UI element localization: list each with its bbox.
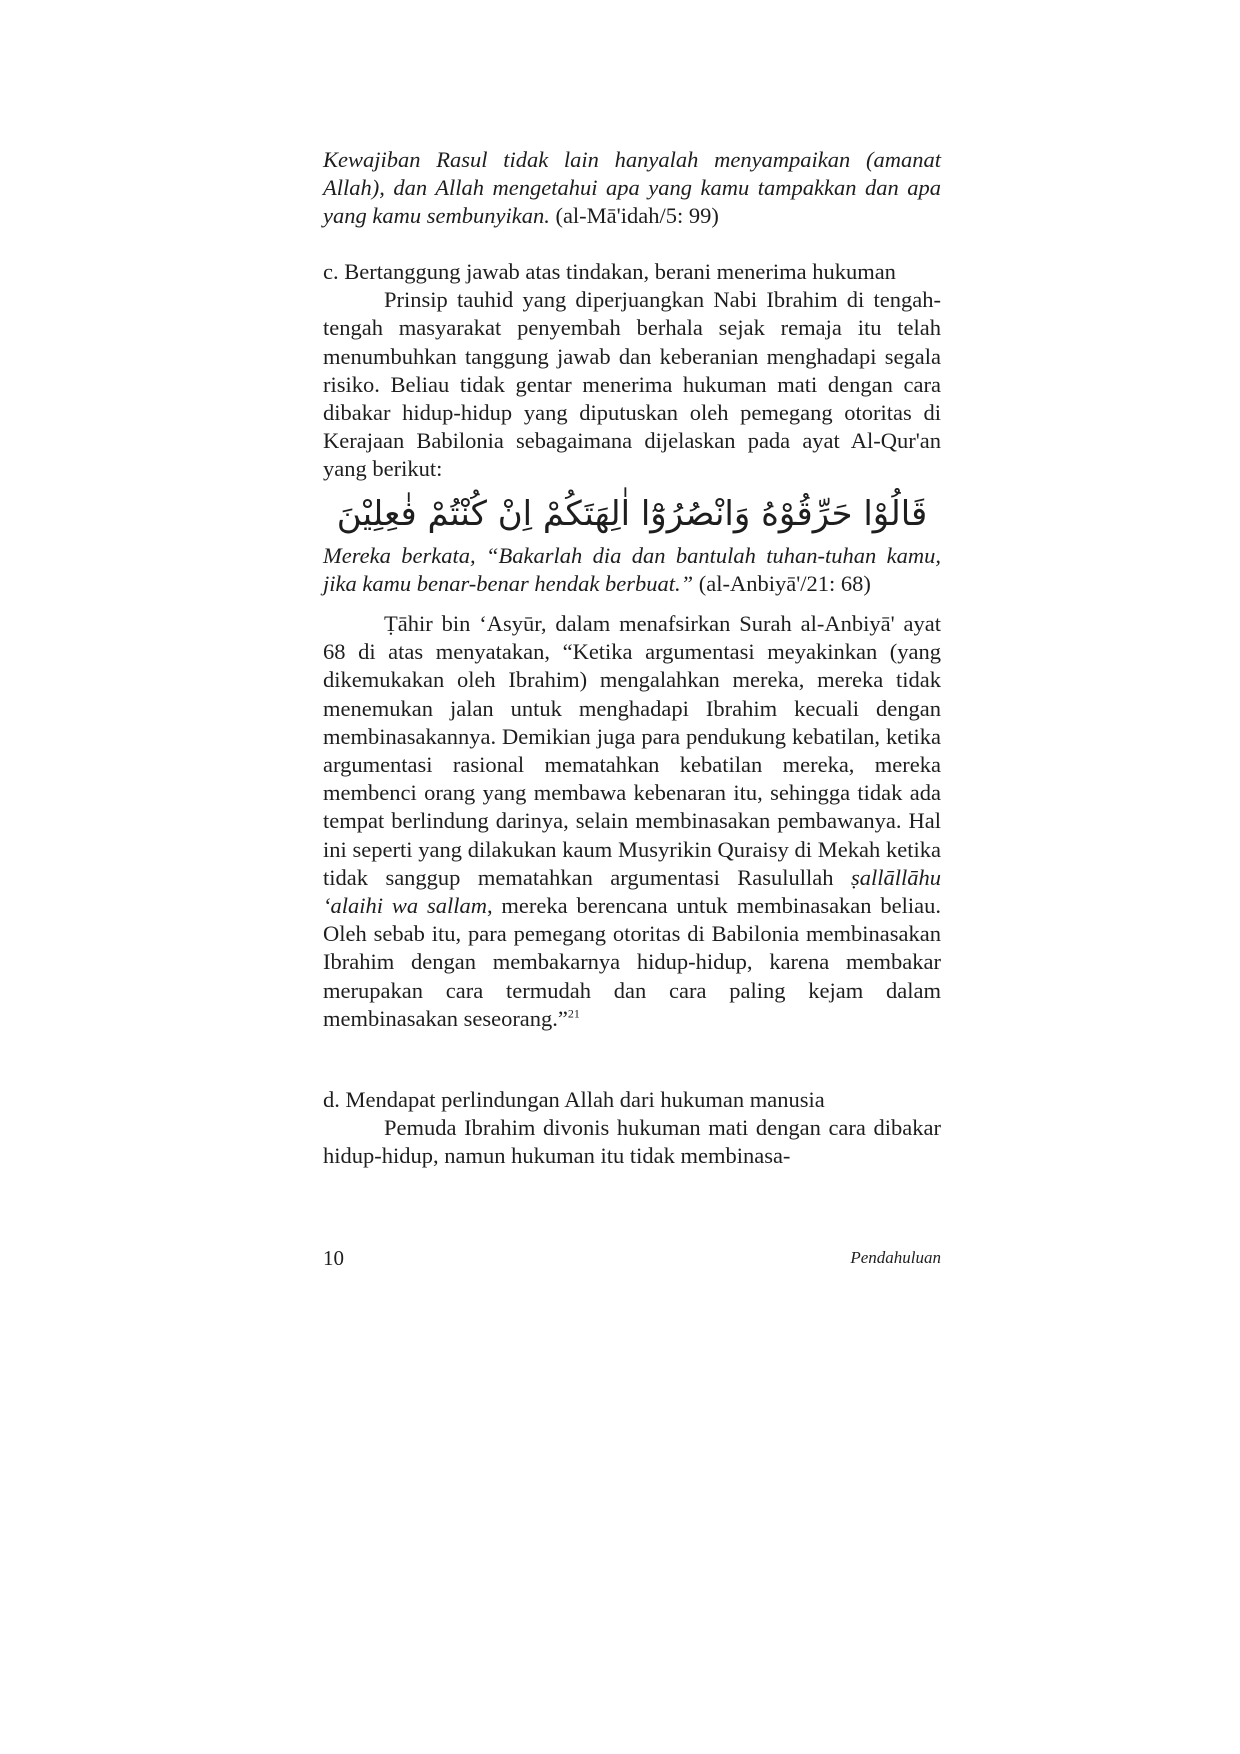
quote-translation: Mereka berkata, “Bakarlah dia dan bantulah tuhan-tuhan kamu, jika kamu benar-benar hendak berbuat.” bbox=[323, 543, 941, 597]
honorific: ṣallāllāhu ‘alaihi wa sallam bbox=[323, 864, 941, 919]
arabic-verse: قَالُوْا حَرِّقُوْهُ وَانْصُرُوْٓا اٰلِهَتَكُمْ اِنْ كُنْتُمْ فٰعِلِيْنَ bbox=[336, 494, 928, 534]
quote-reference: (al-Anbiyā'/21: 68) bbox=[698, 571, 871, 597]
section-d bbox=[323, 1086, 941, 1171]
quote-al-maidah bbox=[323, 146, 941, 231]
quote-translation: Kewajiban Rasul tidak lain hanyalah menyampaikan (amanat Allah), dan Allah mengetahui apa yang kamu tampakkan dan apa yang kamu sembunyikan. bbox=[323, 147, 941, 229]
page-number: 10 bbox=[323, 1246, 344, 1270]
tafsir-paragraph bbox=[323, 610, 941, 1033]
section-c-paragraph: Prinsip tauhid yang diperjuangkan Nabi Ibrahim di tengah-tengah masyarakat penyembah berhala sejak remaja itu telah menumbuhkan tanggung jawab dan keberanian menghadapi segala risiko. Beliau tidak gentar menerima hukuman mati dengan cara dibakar hidup-hidup yang diputuskan oleh pemegang otoritas di Kerajaan Babilonia sebagaimana dijelaskan pada ayat Al-Qur'an yang berikut: bbox=[323, 287, 941, 482]
section-c-heading: c. Bertanggung jawab atas tindakan, berani menerima hukuman bbox=[323, 259, 896, 284]
tafsir-text: Ṭāhir bin ‘Asyūr, dalam menafsirkan Surah al-Anbiyā' ayat 68 di atas menyatakan, “Ketika argumentasi meyakinkan (yang dikemukakan oleh Ibrahim) mengalahkan mereka, mereka tidak menemukan jalan untuk menghadapi Ibrahim kecuali dengan membinasakannya. Demikian juga para pendukung kebatilan, ketika argumentasi rasional mematahkan kebatilan mereka, mereka membenci orang yang membawa kebenaran itu, sehingga tidak ada tempat berlindung darinya, selain membinasakan pembawanya. Hal ini seperti yang dilakukan kaum Musyrikin Quraisy di Mekah ketika tidak sanggup mematahkan argumentasi Rasulullah bbox=[323, 611, 941, 890]
page-footer bbox=[323, 1246, 941, 1276]
arabic-verse-block bbox=[323, 492, 941, 536]
section-d-heading: d. Mendapat perlindungan Allah dari hukuman manusia bbox=[323, 1087, 825, 1112]
section-d-paragraph: Pemuda Ibrahim divonis hukuman mati dengan cara dibakar hidup-hidup, namun hukuman itu tidak membinasa- bbox=[323, 1115, 941, 1169]
footnote-marker[interactable]: 21 bbox=[567, 1006, 580, 1021]
tafsir-block bbox=[323, 610, 941, 1033]
section-c bbox=[323, 258, 941, 484]
running-title: Pendahuluan bbox=[850, 1248, 941, 1267]
quote-reference: (al-Mā'idah/5: 99) bbox=[555, 203, 719, 229]
tafsir-text-end: , mereka berencana untuk membinasakan beliau. Oleh sebab itu, para pemegang otoritas di Babilonia membinasakan Ibrahim dengan membakarnya hidup-hidup, karena membakar merupakan cara termudah dan cara paling kejam dalam membinasakan seseorang.” bbox=[323, 893, 941, 1031]
quote-al-anbiya bbox=[323, 542, 941, 598]
